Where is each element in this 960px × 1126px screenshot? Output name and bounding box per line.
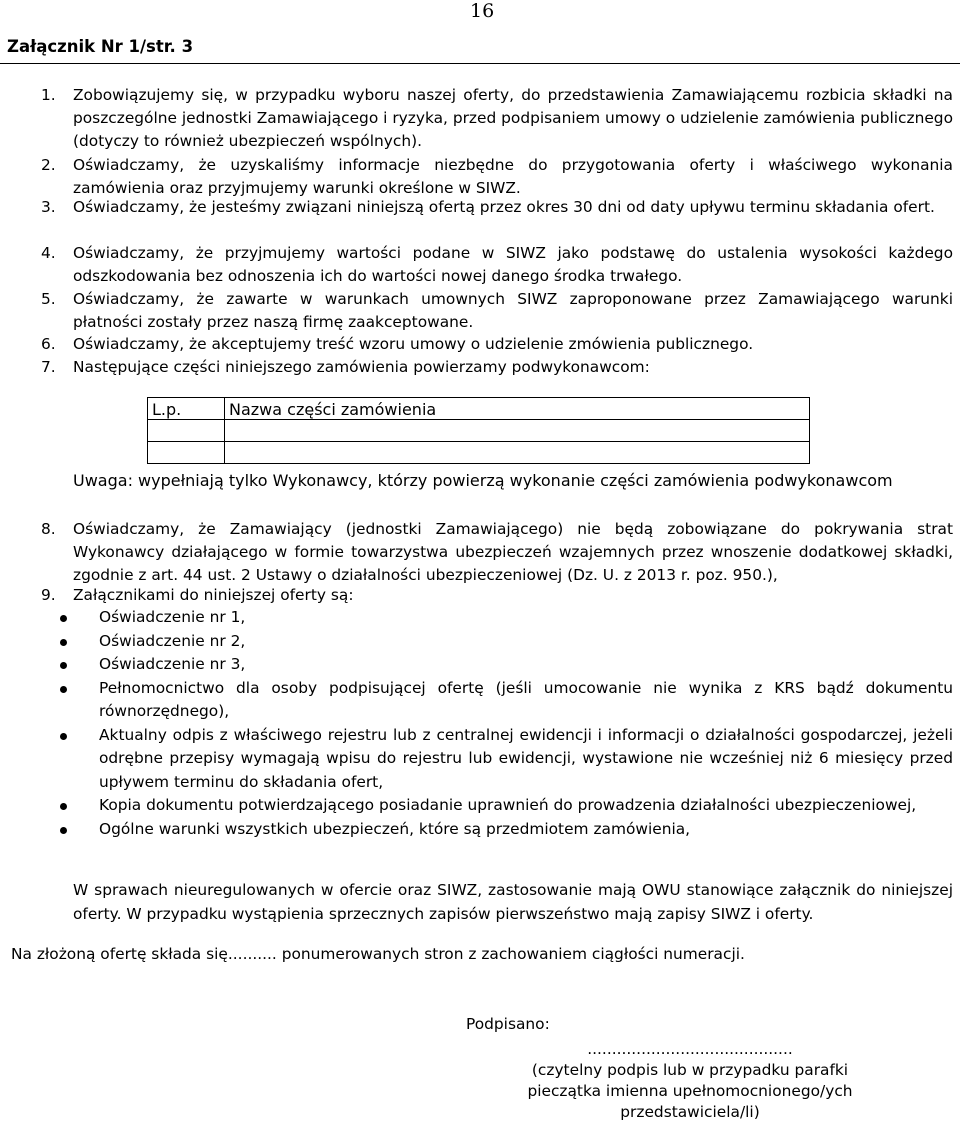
- final-paragraph: W sprawach nieuregulowanych w ofercie oraz SIWZ, zastosowanie mają OWU stanowiące załącznik do niniejszej oferty. W przypadku wystąpienia sprzecznych zapisów pierwszeństwo mają zapisy SIWZ i oferty.: [73, 881, 953, 923]
- item-1: [41, 84, 953, 153]
- item-text: Następujące części niniejszego zamówienia powierzamy podwykonawcom:: [73, 358, 650, 376]
- table-header-row: [148, 398, 810, 420]
- table-cell[interactable]: [148, 420, 225, 442]
- item-text: Oświadczamy, że akceptujemy treść wzoru umowy o udzielenie zmówienia publicznego.: [73, 335, 754, 353]
- attachments-list: [60, 606, 953, 841]
- item-5: [41, 288, 953, 334]
- item-number: 2.: [41, 156, 56, 174]
- item-text: Oświadczamy, że Zamawiający (jednostki Zamawiającego) nie będą zobowiązane do pokrywania strat Wykonawcy działającego w formie towarzystwa ubezpieczeń wzajemnych przez wnoszenie dodatkowej składki, zgodnie z art. 44 ust. 2 Ustawy o działalności ubezpieczeniowej (Dz. U. z 2013 r. poz. 950.),: [73, 520, 953, 584]
- table-cell[interactable]: [225, 420, 810, 442]
- header-rule: [0, 63, 960, 64]
- signature-caption-2: pieczątka imienna upełnomocnionego/ych: [527, 1082, 853, 1100]
- list-item: Aktualny odpis z właściwego rejestru lub z centralnej ewidencji i informacji o działalności gospodarczej, jeżeli odrębne przepisy wymagają wpisu do rejestru lub ewidencji, wystawione nie wcześniej niż 6 miesięcy przed upływem terminu do składania ofert,: [60, 724, 953, 795]
- bullet-icon: [60, 639, 67, 646]
- bullet-icon: [60, 827, 67, 834]
- item-number: 1.: [41, 86, 56, 104]
- item-9: [41, 584, 953, 607]
- item-text: Oświadczamy, że jesteśmy związani niniejszą ofertą przez okres 30 dni od daty upływu terminu składania ofert.: [73, 198, 935, 216]
- table-cell[interactable]: [225, 442, 810, 464]
- page-number: 16: [470, 0, 495, 22]
- table-cell[interactable]: [148, 442, 225, 464]
- list-item: Oświadczenie nr 1,: [60, 606, 953, 630]
- item-text: Załącznikami do niniejszej oferty są:: [73, 586, 354, 604]
- subcontract-note: Uwaga: wypełniają tylko Wykonawcy, którzy powierzą wykonanie części zamówienia podwykonawcom: [73, 471, 893, 490]
- item-number: 4.: [41, 244, 56, 262]
- attachment-label: Załącznik Nr 1/str. 3: [7, 37, 194, 56]
- list-item: Kopia dokumentu potwierdzającego posiadanie uprawnień do prowadzenia działalności ubezpieczeniowej,: [60, 794, 953, 818]
- table-row: [148, 442, 810, 464]
- table-header-lp: L.p.: [148, 398, 225, 420]
- signature-line[interactable]: ..........................................: [587, 1040, 793, 1058]
- bullet-icon: [60, 662, 67, 669]
- item-text: Oświadczamy, że przyjmujemy wartości podane w SIWZ jako podstawę do ustalenia wysokości każdego odszkodowania bez odnoszenia ich do wartości nowej danego środka trwałego.: [73, 244, 953, 285]
- item-7: [41, 356, 953, 379]
- list-item: Ogólne warunki wszystkich ubezpieczeń, które są przedmiotem zamówienia,: [60, 818, 953, 842]
- item-text: Oświadczamy, że zawarte w warunkach umownych SIWZ zaproponowane przez Zamawiającego warunki płatności zostały przez naszą firmę zaakceptowane.: [73, 290, 953, 331]
- signature-caption-1: (czytelny podpis lub w przypadku parafki: [531, 1061, 849, 1079]
- signature-caption-3: przedstawiciela/li): [620, 1103, 760, 1121]
- item-text: Zobowiązujemy się, w przypadku wyboru naszej oferty, do przedstawienia Zamawiającemu rozbicia składki na poszczególne jednostki Zamawiającego i ryzyka, przed podpisaniem umowy o udzielenie zamówienia publicznego (dotyczy to również ubezpieczeń wspólnych).: [73, 86, 953, 150]
- signature-block: [520, 1039, 860, 1123]
- item-text: Oświadczamy, że uzyskaliśmy informacje niezbędne do przygotowania oferty i właściwego wykonania zamówienia oraz przyjmujemy warunki określone w SIWZ.: [73, 156, 953, 197]
- subcontract-table: [147, 397, 810, 464]
- bullet-icon: [60, 615, 67, 622]
- bullet-icon: [60, 733, 67, 740]
- bullet-icon: [60, 686, 67, 693]
- table-header-name: Nazwa części zamówienia: [225, 398, 810, 420]
- item-3: [41, 196, 953, 219]
- item-4: [41, 242, 953, 288]
- list-item: Oświadczenie nr 2,: [60, 630, 953, 654]
- signed-label: Podpisano:: [466, 1015, 550, 1033]
- item-number: 7.: [41, 358, 56, 376]
- item-8: [41, 518, 953, 587]
- table-row: [148, 420, 810, 442]
- item-number: 8.: [41, 520, 56, 538]
- bullet-icon: [60, 803, 67, 810]
- item-number: 6.: [41, 335, 56, 353]
- item-number: 3.: [41, 198, 56, 216]
- item-2: [41, 154, 953, 200]
- item-6: [41, 333, 953, 356]
- list-item: Oświadczenie nr 3,: [60, 653, 953, 677]
- item-number: 9.: [41, 586, 56, 604]
- item-number: 5.: [41, 290, 56, 308]
- page-count-statement: Na złożoną ofertę składa się.......... ponumerowanych stron z zachowaniem ciągłości numeracji.: [11, 945, 745, 963]
- list-item: Pełnomocnictwo dla osoby podpisującej ofertę (jeśli umocowanie nie wynika z KRS bądź dokumentu równorzędnego),: [60, 677, 953, 724]
